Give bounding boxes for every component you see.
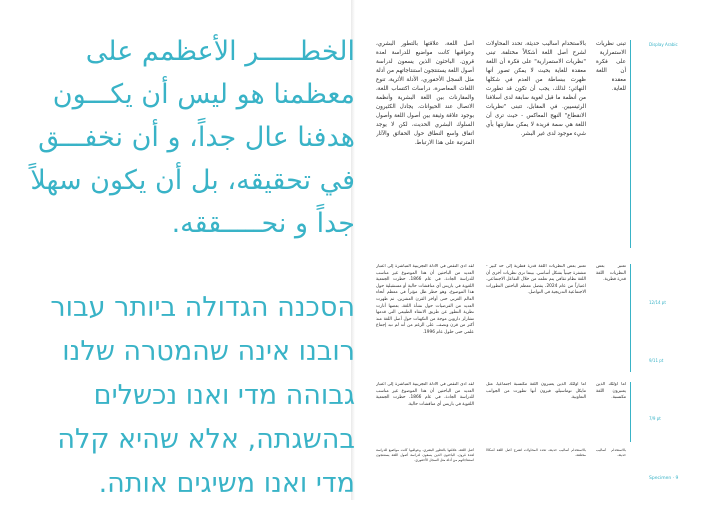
- side-label-mid-2: 9/11 pt: [649, 358, 664, 363]
- narrow-column-block-1: تبنى نظريات الاستمرارية على فكرة أن اللغة معقدة للغاية.: [596, 41, 626, 92]
- right-column-block-4: بالاستخدام أساليب حديثة، تحدد المحاولات لشرح أصل اللغة أشكالاً مختلفة.: [486, 448, 586, 457]
- side-label-mid-3: 7/9 pt: [649, 416, 661, 421]
- side-rule-1: [630, 40, 631, 248]
- side-rule-3: [630, 382, 631, 442]
- narrow-column-block-3: أما أولئك الذين يعتبرون اللغة مكتسبة.: [596, 382, 626, 401]
- right-column-block-3: أما أولئك الذين يعتبرون اللغة مكتسبة اجتماعياً، مثل مايكل توماسيلو، فيرون أنها تطورت من الجوانب التعاونية.: [486, 382, 586, 401]
- narrow-column-block-4: بالاستخدام أساليب حديثة.: [596, 448, 626, 457]
- left-column-block-3: لقد أدى النقص في الأدلة التجريبية المباشرة إلى اعتبار العديد من الباحثين أن هذا الموضوع غير مناسب للدراسة الجادة. في عام 1866، حظرت الجمعية اللغوية في باريس أي مناقشات حالية.: [376, 382, 474, 407]
- left-column-block-1: أصل اللغة، علاقتها بالتطور البشري، وعواقبها كانت مواضيع للدراسة لعدة قرون. الباحثون الذين يسعون لدراسة أصول اللغة يستنتجون استنتاجاتهم من أدلة مثل السجل الأحفوري، الأدلة الأثرية، تنوع اللغات المعاصرة، دراسات اكتساب اللغة، والمقارنات بين اللغة البشرية وأنظمة الاتصال عند الحيوانات. يجادل الكثيرون بوجود علاقة وثيقة بين أصول اللغة وأصول السلوك البشري الحديث، لكن لا يوجد اتفاق واسع النطاق حول الحقائق والآثار المترتبة على هذا الارتباط.: [376, 41, 474, 146]
- right-column-block-1: بالاستخدام أساليب حديثة، تحدد المحاولات لشرح أصل اللغة أشكالاً مختلفة. تبنى "نظريات الاستمرارية" على فكرة أن اللغة معقدة للغاية بحيث لا يمكن تصور أنها ظهرت ببساطة من العدم في شكلها النهائي؛ لذلك، يجب أن تكون قد تطورت من أنظمة ما قبل لغوية سابقة لدى أسلافنا الرئيسيين. في المقابل، تتبنى "نظريات الانقطاع" النهج المعاكس - حيث ترى أن اللغة هي سمة فريدة لا يمكن مقارنتها بأي شيء موجود لدى غير البشر.: [486, 41, 586, 137]
- page-footer: Specimen · 9: [649, 476, 679, 481]
- side-rule-2: [630, 264, 631, 372]
- right-column-block-2: تعتبر بعض النظريات اللغة قدرة فطرية إلى حد كبير - مشفرة جينياً بشكل أساسي. بينما ترى نظريات أخرى أن اللغة نظام ثقافي يتم تعلمه من خلال التفاعل الاجتماعي. اعتباراً من عام 2024، يفضل معظم الباحثين التطورات الاجتماعية التدريجية في التواصل.: [486, 264, 586, 296]
- display-hebrew-quote: הסכנה הגדולה ביותר עבור רובנו אינה שהמטרה שלנו גבוהה מדי ואנו נכשלים בהשגתה, אלא שהיא קלה מדי ואנו משיגים אותה.: [50, 292, 355, 499]
- left-column-block-4: أصل اللغة، علاقتها بالتطور البشري، وعواقبها كانت مواضيع للدراسة لعدة قرون. الباحثون الذين يسعون لدراسة أصول اللغة يستنتجون استنتاجاتهم من أدلة مثل السجل الأحفوري.: [376, 448, 474, 462]
- side-label-mid-1: 12/14 pt: [649, 300, 666, 305]
- left-column-block-2: لقد أدى النقص في الأدلة التجريبية المباشرة إلى اعتبار العديد من الباحثين أن هذا الموضوع غير مناسب للدراسة الجادة. في عام 1866، حظرت الجمعية اللغوية في باريس أي مناقشات حالية أو مستقبلية حول هذا الموضوع، وهو حظر ظل مؤثراً في معظم أنحاء العالم الغربي حتى أواخر القرن العشرين. ثم ظهرت العديد من الفرضيات حول نشأة اللغة، بعضها أثارت نظرية التطور عن طريق الانتقاء الطبيعي التي قدمها تشارلز داروين موجة من التكهنات حول أصل اللغة منذ أكثر من قرن ونصف. على الرغم من أنه لم تبد إجماع علمي حتى حلول عام 1996.: [376, 264, 474, 335]
- display-arabic-quote: الخطـــــر الأعظمم على معظمنا هو ليس أن يكـــون هدفنا عال جداً، و أن نخفـــق في تحقيقه، بل أن يكون سهلاً جداً و نحـــــققه.: [30, 36, 355, 239]
- side-label-top: Display Arabic: [649, 42, 678, 47]
- narrow-column-block-2: تعتبر بعض النظريات اللغة قدرة فطرية.: [596, 264, 626, 283]
